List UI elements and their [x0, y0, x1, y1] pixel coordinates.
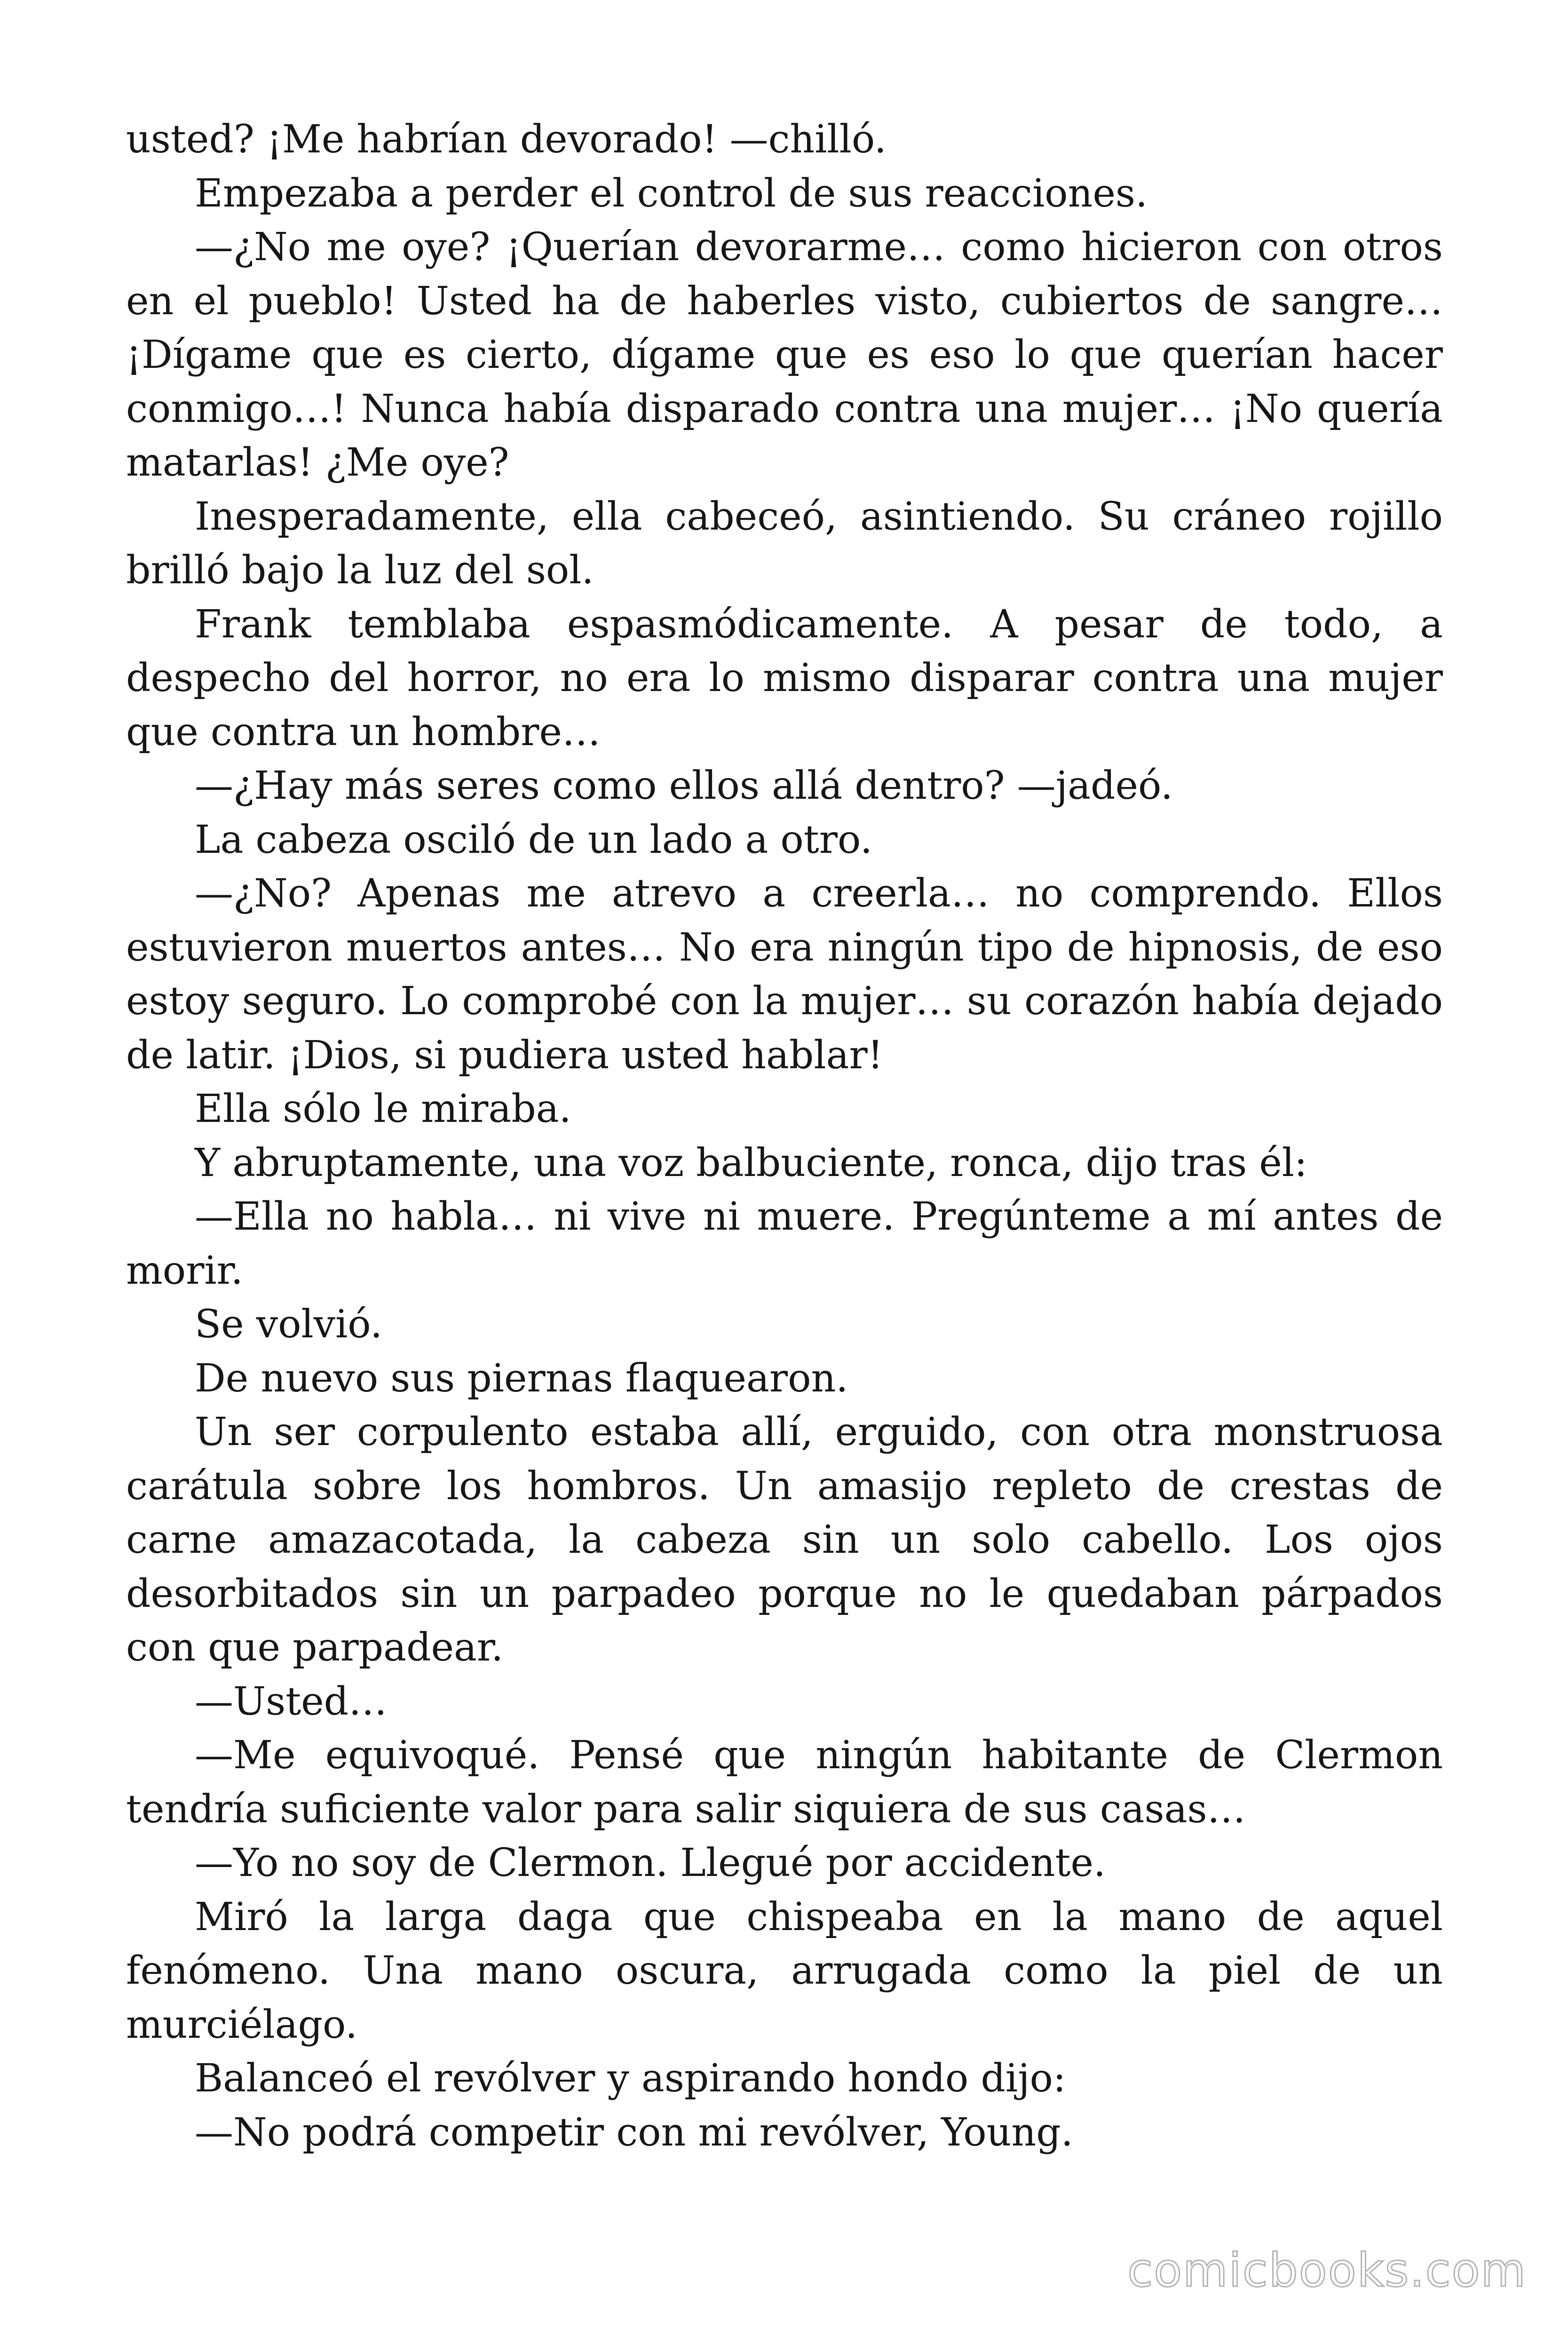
body-text	[126, 113, 1443, 2160]
paragraph: —Ella no habla… ni vive ni muere. Pregúnteme a mí antes de morir.	[126, 1194, 1443, 1293]
paragraph: Y abruptamente, una voz balbuciente, ronca, dijo tras él:	[195, 1140, 1307, 1185]
paragraph: —Me equivoqué. Pensé que ningún habitante de Clermon tendría suficiente valor para salir siquiera de sus casas…	[126, 1733, 1443, 1832]
paragraph: —¿Hay más seres como ellos allá dentro? —jadeó.	[195, 763, 1173, 808]
paragraph: De nuevo sus piernas flaquearon.	[195, 1356, 848, 1401]
paragraph: Inesperadamente, ella cabeceó, asintiendo. Su cráneo rojillo brilló bajo la luz del sol.	[126, 494, 1443, 593]
paragraph: La cabeza osciló de un lado a otro.	[195, 817, 872, 862]
paragraph: Miró la larga daga que chispeaba en la mano de aquel fenómeno. Una mano oscura, arrugada como la piel de un murciélago.	[126, 1894, 1443, 2047]
paragraph: Balanceó el revólver y aspirando hondo dijo:	[195, 2056, 1066, 2101]
paragraph: —Usted…	[195, 1679, 388, 1724]
paragraph: —¿No me oye? ¡Querían devorarme… como hicieron con otros en el pueblo! Usted ha de haberles visto, cubiertos de sangre… ¡Dígame que es cierto, dígame que es eso lo que querían hacer conmigo…! Nunca había disparado contra una mujer… ¡No quería matarlas! ¿Me oye?	[126, 225, 1443, 485]
paragraph: Un ser corpulento estaba allí, erguido, con otra monstruosa carátula sobre los hombros. Un amasijo repleto de crestas de carne amazacotada, la cabeza sin un solo cabello. Los ojos desorbitados sin un parpadeo porque no le quedaban párpados con que parpadear.	[126, 1410, 1443, 1670]
paragraph: —No podrá competir con mi revólver, Young.	[195, 2110, 1073, 2155]
paragraph: —¿No? Apenas me atrevo a creerla… no comprendo. Ellos estuvieron muertos antes… No era ningún tipo de hipnosis, de eso estoy seguro. Lo comprobé con la mujer… su corazón había dejado de latir. ¡Dios, si pudiera usted hablar!	[126, 871, 1443, 1078]
paragraph: Ella sólo le miraba.	[195, 1087, 571, 1131]
paragraph: Se volvió.	[195, 1302, 383, 1347]
paragraph: usted? ¡Me habrían devorado! —chilló.	[126, 117, 887, 162]
watermark: comicbooks.com	[1127, 2244, 1527, 2297]
paragraph: Empezaba a perder el control de sus reacciones.	[195, 171, 1148, 216]
paragraph: —Yo no soy de Clermon. Llegué por accidente.	[195, 1841, 1106, 1885]
paragraph: Frank temblaba espasmódicamente. A pesar de todo, a despecho del horror, no era lo mismo disparar contra una mujer que contra un hombre…	[126, 602, 1443, 755]
